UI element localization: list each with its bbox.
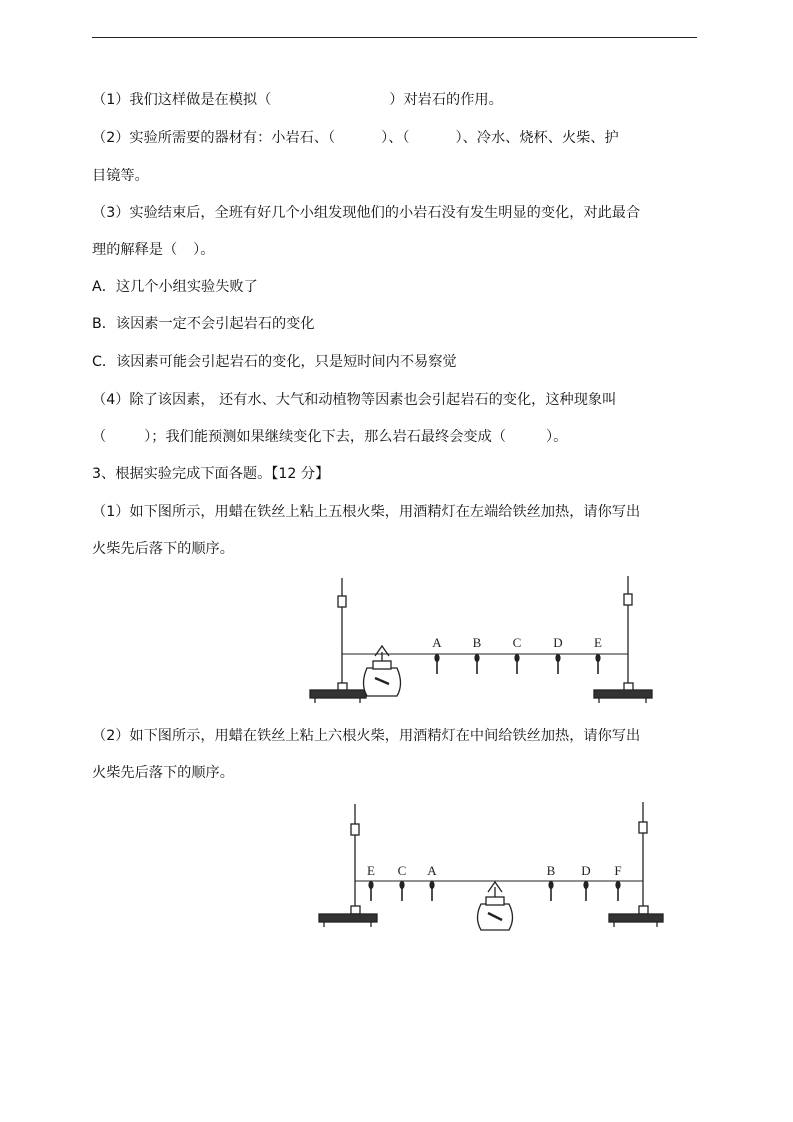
q4-text-d: ）。	[545, 429, 568, 445]
match-label-b: B	[546, 863, 556, 878]
question-2-cont	[92, 167, 704, 185]
match-label-d: D	[581, 863, 591, 878]
match-label-e: E	[367, 863, 375, 878]
wax-blob-a	[429, 881, 434, 889]
question-3-cont	[92, 241, 704, 259]
right-clamp	[639, 822, 647, 833]
wax-blob-e	[595, 654, 600, 662]
q4-text-c: ）；我们能预测如果继续变化下去，那么岩石最终会变成（	[144, 429, 506, 445]
option-b: B．该因素一定不会引起岩石的变化	[92, 316, 315, 332]
left-base	[319, 914, 377, 922]
question-1	[92, 91, 704, 109]
left-base	[310, 690, 366, 698]
q1-text: （1）我们这样做是在模拟（	[92, 92, 272, 108]
right-base	[594, 690, 652, 698]
question-4	[92, 391, 704, 409]
q3-text-b: 理的解释是（	[92, 242, 178, 258]
q1-end: ）对岩石的作用。	[389, 92, 503, 108]
question-3	[92, 204, 704, 222]
question-4-cont	[92, 428, 704, 446]
option-a: A．这几个小组实验失败了	[92, 279, 258, 295]
wax-blob-a	[434, 654, 439, 662]
section-3-title: 3、根据实验完成下面各题。【12 分】	[92, 466, 330, 482]
right-clamp	[624, 594, 632, 605]
alcohol-lamp	[478, 882, 513, 930]
match-label-c: C	[397, 863, 407, 878]
wax-blob-f	[615, 881, 620, 889]
q4-text-b: （	[92, 429, 107, 445]
match-label-d: D	[553, 635, 563, 650]
wax-blob-b	[474, 654, 479, 662]
match-label-a: A	[427, 863, 437, 878]
figure-1-diagram	[305, 572, 685, 708]
wax-blob-e	[368, 881, 373, 889]
problem-1-cont: 火柴先后落下的顺序。	[92, 541, 234, 557]
q2-text-d: 目镜等。	[92, 168, 149, 184]
figure-2-diagram	[313, 800, 673, 936]
wax-blob-d	[555, 654, 560, 662]
q2-text-c: ）、冷水、烧杯、火柴、护	[455, 130, 619, 146]
wax-blob-c	[514, 654, 519, 662]
q2-text-a: （2）实验所需要的器材有：小岩石、（	[92, 130, 336, 146]
match-label-a: A	[432, 635, 442, 650]
question-2	[92, 129, 704, 147]
problem-1: （1）如下图所示，用蜡在铁丝上粘上五根火柴，用酒精灯在左端给铁丝加热，请你写出	[92, 504, 641, 520]
problem-2: （2）如下图所示，用蜡在铁丝上粘上六根火柴，用酒精灯在中间给铁丝加热，请你写出	[92, 728, 641, 744]
match-label-e: E	[594, 635, 602, 650]
match-label-b: B	[472, 635, 482, 650]
header-rule	[92, 37, 697, 38]
q4-text-a: （4）除了该因素， 还有水、大气和动植物等因素也会引起岩石的变化，这种现象叫	[92, 392, 617, 408]
match-label-c: C	[512, 635, 522, 650]
q3-text-a: （3）实验结束后，全班有好几个小组发现他们的小岩石没有发生明显的变化，对此最合	[92, 205, 641, 221]
match-label-f: F	[614, 863, 622, 878]
right-base	[609, 914, 663, 922]
left-clamp	[351, 824, 359, 835]
wax-blob-b	[548, 881, 553, 889]
problem-2-cont: 火柴先后落下的顺序。	[92, 765, 234, 781]
wax-blob-d	[583, 881, 588, 889]
option-c: C．该因素可能会引起岩石的变化，只是短时间内不易察觉	[92, 354, 457, 370]
q2-text-b: ）、（	[381, 130, 410, 146]
left-clamp	[338, 596, 346, 607]
q3-text-c: ）。	[193, 242, 215, 258]
wax-blob-c	[399, 881, 404, 889]
